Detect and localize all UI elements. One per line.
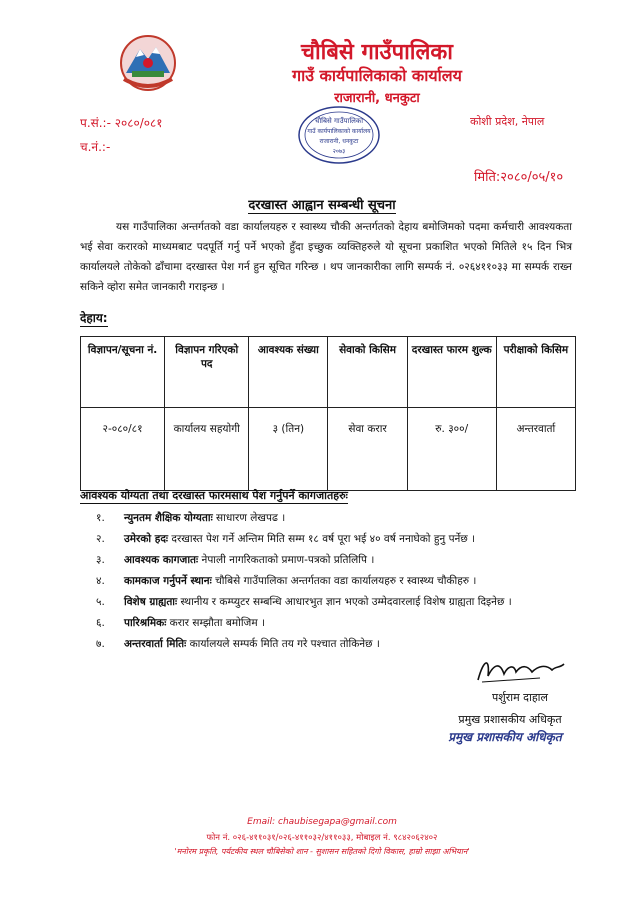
- item-number: १.: [96, 512, 105, 524]
- item-text: साधारण लेखपढ ।: [212, 512, 286, 524]
- cell-position: कार्यालय सहयोगी: [165, 408, 249, 491]
- item-number: २.: [96, 533, 105, 545]
- table-header-row: [81, 337, 576, 408]
- office-seal-icon: [296, 104, 382, 166]
- list-item: [96, 571, 596, 592]
- vacancy-table: [80, 336, 576, 491]
- dehaya-label: देहाय:: [80, 311, 108, 325]
- item-label: उमेरको हदः: [124, 533, 169, 545]
- item-number: ४.: [96, 575, 105, 587]
- item-number: ३.: [96, 554, 105, 566]
- cell-required-count: ३ (तिन): [249, 408, 328, 491]
- notice-body: यस गाउँपालिका अन्तर्गतको वडा कार्यालयहरु र स्वास्थ्य चौकी अन्तर्गतको देहाय बमोजिमको पदमा कर्मचारी आवश्यकता भई सेवा करारको माध्यमबाट पदपूर्ति गर्नु पर्ने भएको हुँदा इच्छुक व्यक्तिहरुले यो सूचना प्रकाशित भएको मितिले १५ दिन भित्र कार्यालयले तोकेको ढाँचामा दरखास्त पेश गर्न हुन सूचित गरिन्छ । थप जानकारीका लागि सम्पर्क नं. ०२६४११०३३ मा सम्पर्क राख्न सकिने व्होरा समेत जानकारी गराइन्छ ।: [80, 221, 572, 293]
- signature-icon: [470, 652, 570, 688]
- item-label: पारिश्रमिकः: [124, 617, 167, 629]
- col-position: विज्ञापन गरिएको पद: [165, 337, 249, 408]
- col-form-fee: दरखास्त फारम शुल्क: [407, 337, 496, 408]
- org-name: चौबिसे गाउँपालिका: [300, 40, 453, 65]
- item-number: ६.: [96, 617, 105, 629]
- item-number: ५.: [96, 596, 105, 608]
- office-location: राजारानी, धनकुटा: [334, 91, 420, 106]
- seal-line-2: गाउँ कार्यपालिकाको कार्यालय: [307, 128, 371, 135]
- cell-exam-type: अन्तरवार्ता: [496, 408, 575, 491]
- col-service-type: सेवाको किसिम: [328, 337, 407, 408]
- item-text: कार्यालयले सम्पर्क मिति तय गरे पश्चात तोकिनेछ ।: [186, 638, 380, 650]
- footer-phone: फोन नं. ०२६-४११०३१/०२६-४११०३२/४११०३३, मोबाइल नं. ९८४२०६२४०२: [206, 833, 438, 843]
- item-label: आवश्यक कागजातः: [124, 554, 199, 566]
- col-notice-number: विज्ञापन/सूचना नं.: [81, 337, 165, 408]
- reference-number: प.सं.:- २०८०/०८१: [80, 116, 163, 130]
- qualifications-list: [96, 508, 596, 655]
- item-text: स्थानीय र कम्प्युटर सम्बन्धि आधारभुत ज्ञान भएको उम्मेदवारलाई विशेष ग्राह्यता दिइनेछ ।: [177, 596, 512, 608]
- list-item: [96, 529, 596, 550]
- col-exam-type: परीक्षाको किसिम: [496, 337, 575, 408]
- office-name: गाउँ कार्यपालिकाको कार्यालय: [292, 66, 462, 85]
- signatory-position: प्रमुख प्रशासकीय अधिकृत: [458, 713, 562, 726]
- dispatch-number: च.नं.:-: [80, 140, 111, 154]
- list-item: [96, 550, 596, 571]
- footer-email: Email: chaubisegapa@gmail.com: [247, 817, 397, 827]
- footer-slogan: 'मनोरम प्रकृति, पर्यटकीय स्थल चौबिसेको शान - सुशासन सहितको दिगो विकास, हाम्रो साझा अभियान': [174, 847, 470, 856]
- cell-service-type: सेवा करार: [328, 408, 407, 491]
- item-text: करार सम्झौता बमोजिम ।: [166, 617, 265, 629]
- list-item: [96, 613, 596, 634]
- notice-date: मिति:२०८०/०५/१०: [474, 170, 564, 185]
- list-item: [96, 508, 596, 529]
- item-label: अन्तरवार्ता मितिः: [124, 638, 187, 650]
- table-row: [81, 408, 576, 491]
- seal-line-3: राजारानी, धनकुटा: [319, 138, 359, 145]
- list-item: [96, 592, 596, 613]
- qualifications-heading: आवश्यक योग्यता तथा दरखास्त फारमसाथ पेश गर्नुपर्ने कागजातहरुः: [80, 489, 348, 502]
- notice-title-text: दरखास्त आह्वान सम्बन्धी सूचना: [248, 198, 396, 213]
- seal-line-1: चौबिसे गाउँपालिका: [314, 117, 364, 125]
- province-label: कोशी प्रदेश, नेपाल: [470, 115, 545, 128]
- item-label: विशेष ग्राह्यताः: [124, 596, 178, 608]
- col-required-count: आवश्यक संख्या: [249, 337, 328, 408]
- cell-notice-number: २-०८०/८१: [81, 408, 165, 491]
- cell-form-fee: रु. ३००/: [407, 408, 496, 491]
- item-text: नेपाली नागरिकताको प्रमाण-पत्रको प्रतिलिपि ।: [198, 554, 375, 566]
- item-number: ७.: [96, 638, 105, 650]
- item-label: न्युनतम शैक्षिक योग्यताः: [124, 512, 213, 524]
- seal-line-4: २०७३: [332, 148, 346, 155]
- notice-title: [0, 195, 644, 213]
- item-text: चौबिसे गाउँपालिका अन्तर्गतका वडा कार्यालयहरु र स्वास्थ्य चौकीहरु ।: [211, 575, 477, 587]
- item-text: दरखास्त पेश गर्ने अन्तिम मिति सम्म १८ वर्ष पूरा भई ४० वर्ष ननाघेको हुनु पर्नेछ ।: [168, 533, 476, 545]
- position-stamp: प्रमुख प्रशासकीय अधिकृत: [448, 730, 562, 744]
- item-label: कामकाज गर्नुपर्ने स्थानः: [124, 575, 212, 587]
- signatory-name: पर्शुराम दाहाल: [492, 691, 548, 704]
